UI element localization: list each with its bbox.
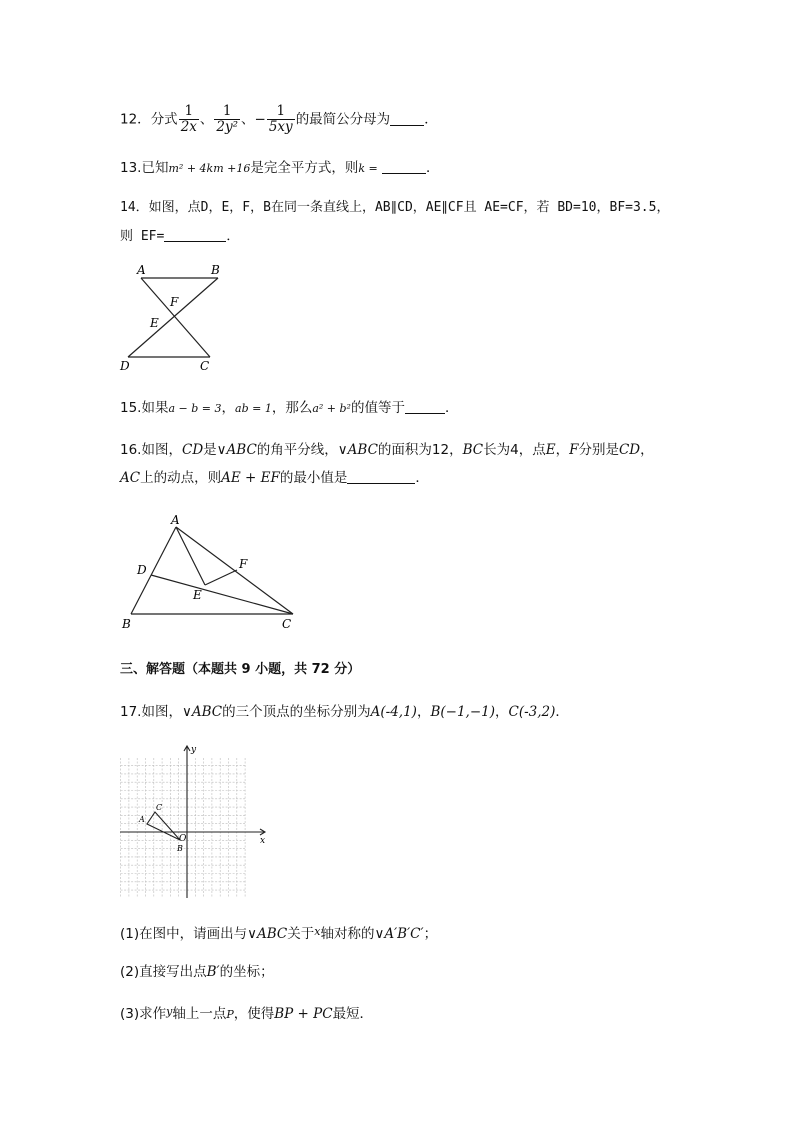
question-14-line2: 则 EF= ． [120, 229, 240, 244]
label-c: C [156, 803, 163, 812]
question-16-line1: 16.如图，CD是∨ABC的角平分线，∨ABC的面积为12，BC长为4，点E，F分别是CD， [120, 442, 654, 458]
origin-label: O [179, 834, 187, 844]
question-17-part3: (3)求作$^y$轴上一点P，使得BP + PC最短． [120, 1005, 374, 1022]
coordinate-grid-figure [115, 742, 275, 904]
question-16-line2: AC上的动点，则AE + EF的最小值是 ． [120, 470, 429, 486]
x-axis-label: x [260, 836, 266, 846]
y-axis-label: y [191, 745, 197, 755]
segment-cd [151, 575, 293, 614]
q16-figure [115, 510, 305, 632]
fraction-1: $\frac{1}{2x}$ [180, 103, 197, 135]
answer-blank[interactable] [164, 227, 226, 242]
label-c: C [200, 359, 210, 373]
label-c: C [282, 617, 292, 631]
segment-bd [128, 278, 218, 357]
question-17: 17.如图，∨ABC的三个顶点的坐标分别为A(-4,1)，B(−1,−1)，C(-3,2)． [120, 704, 569, 720]
question-17-part2: (2)直接写出点B′的坐标； [120, 964, 274, 980]
label-b: B [211, 263, 220, 277]
section-title: 三、解答题（本题共 9 小题，共 72 分） [120, 662, 361, 677]
question-15: 15.如果a − b = 3，ab = 1，那么a² + b²的值等于 ． [120, 400, 459, 416]
segment-ef [205, 570, 237, 585]
label-f: F [239, 557, 248, 571]
question-17-part1: (1)在图中，请画出与∨ABC关于$^x$轴对称的∨A′B′C′； [120, 925, 438, 942]
question-14-line1: 14．如图，点D，E，F，B在同一条直线上，AB∥CD，AE∥CF且 AE=CF，若 BD=10，BF=3.5， [120, 200, 670, 215]
question-12: 12．分式 $\frac{1}{2x}$ 、 $\frac{1}{\text{2y²}}$ 、− $\frac{1}{5xy}$ 的最简公分母为 ． [120, 103, 438, 135]
label-e: E [150, 316, 159, 330]
answer-blank[interactable] [405, 399, 445, 414]
question-13: 13.已知m² + 4km +16是完全平方式，则k = ． [120, 160, 440, 176]
q14-figure [115, 260, 225, 375]
label-d: D [137, 563, 147, 577]
label-d: D [120, 359, 130, 373]
label-a: A [171, 513, 180, 527]
fraction-3: $\frac{1}{5xy}$ [268, 103, 293, 135]
label-a: A [139, 815, 145, 824]
label-a: A [137, 263, 146, 277]
fraction-2: $\frac{1}{\text{2y²}}$ [216, 103, 239, 135]
label-b: B [122, 617, 131, 631]
answer-blank[interactable] [390, 111, 424, 126]
label-f: F [170, 295, 179, 309]
triangle-abc [147, 812, 180, 840]
answer-blank[interactable] [382, 159, 426, 174]
label-e: E [193, 588, 202, 602]
label-b: B [177, 844, 183, 853]
segment-ae [176, 527, 205, 585]
answer-blank[interactable] [347, 469, 415, 484]
